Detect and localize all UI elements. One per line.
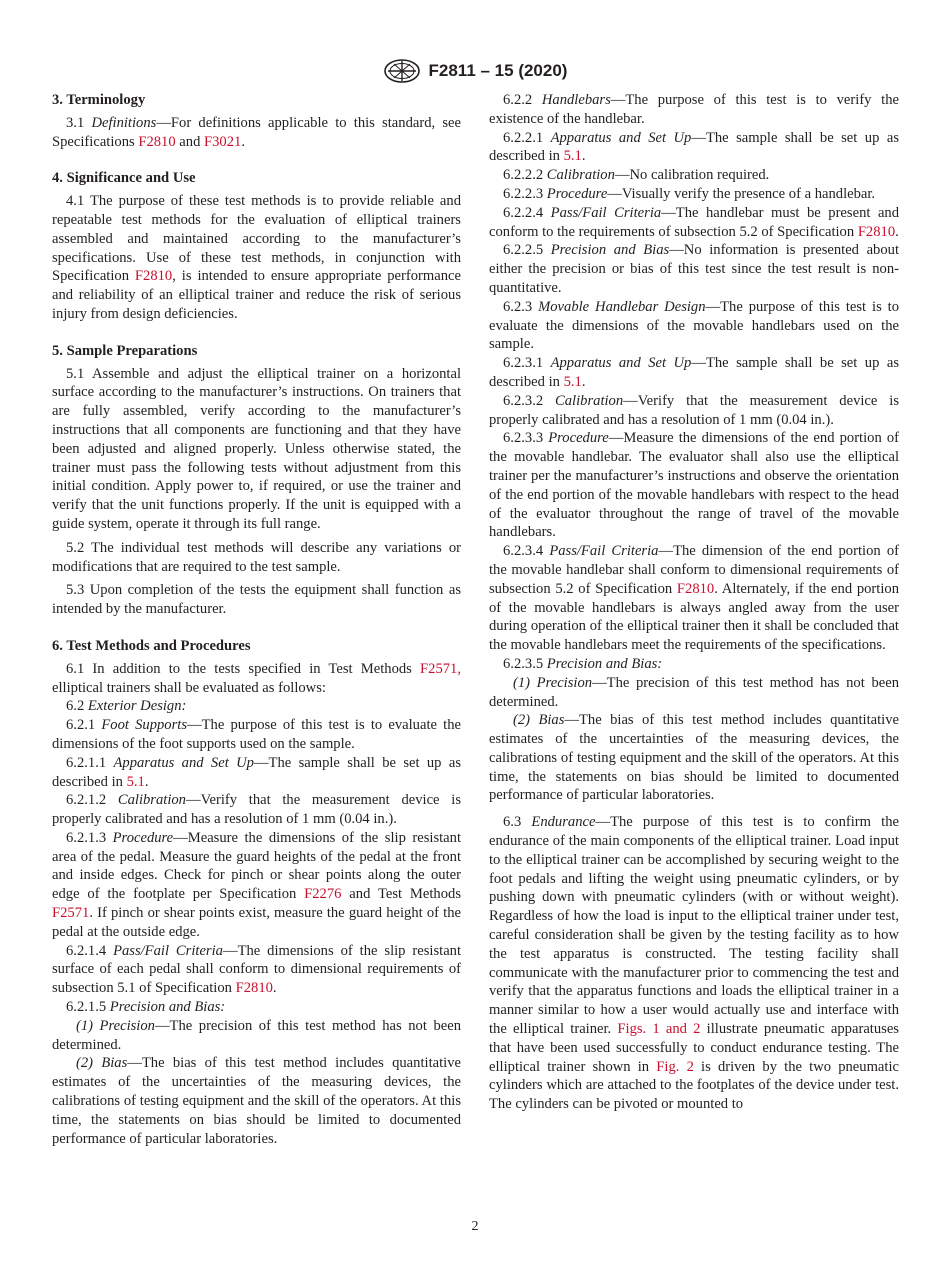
paragraph-6-2-2-2: 6.2.2.2 Calibration—No calibration required.: [503, 167, 770, 184]
section-heading: 6. Test Methods and Procedures: [52, 637, 251, 654]
ref-link[interactable]: F2571,: [420, 660, 461, 677]
paragraph-6-2-2-3: 6.2.2.3 Procedure—Visually verify the presence of a handlebar.: [503, 185, 876, 202]
section-heading: 3. Terminology: [52, 92, 146, 108]
paragraph-6-2-2-1: 6.2.2.1 Apparatus and Set Up—The sample shall be set up as described in 5.1.: [489, 129, 899, 165]
paragraph-6-2-2-4: 6.2.2.4 Pass/Fail Criteria—The handlebar must be present and conform to the requirements of subsection 5.2 of Specification F2810.: [489, 204, 900, 240]
bias-paragraph: (2) Bias—The bias of this test method includes quantitative estimates of the uncertainties of the measuring devices, the calibrations of testing equipment and the skill of the operators. At this time, the statements on bias should be limited to documented performance of particular laboratories.: [489, 712, 899, 804]
right-column: [489, 91, 899, 1114]
ref-link[interactable]: F2571: [52, 905, 90, 922]
paragraph-6-2-1-2: 6.2.1.2 Calibration—Verify that the measurement device is properly calibrated and has a resolution of 1 mm (0.04 in.).: [52, 792, 461, 828]
paragraph-6-2-3: 6.2.3 Movable Handlebar Design—The purpose of this test is to evaluate the dimensions of the movable handlebars used on the sample.: [489, 298, 899, 353]
paragraph-6-2-3-4: 6.2.3.4 Pass/Fail Criteria—The dimension of the end portion of the movable handlebar shall conform to dimensional requirements of subsection 5.2 of Specification F2810. Alternately, if the end portion of the movable handlebars is always angled away from the user during operation of the elliptical trainer then it shall be concluded that the movable handlebars meet the requirements of the specifications.: [489, 543, 899, 654]
paragraph-6-2-1-4: 6.2.1.4 Pass/Fail Criteria—The dimensions of the slip resistant surface of each pedal shall conform to dimensional requirements of subsection 5.1 of Specification F2810.: [52, 942, 462, 997]
ref-link[interactable]: 5.1: [563, 373, 582, 390]
paragraph-3-1: 3.1 Definitions—For definitions applicable to this standard, see Specifications F2810 and F3021.: [52, 114, 461, 150]
paragraph-6-2-3-1: 6.2.3.1 Apparatus and Set Up—The sample shall be set up as described in 5.1.: [489, 355, 899, 390]
ref-link[interactable]: F2810: [235, 980, 273, 997]
paragraph-6-2-3-5: 6.2.3.5 Precision and Bias:: [503, 655, 663, 672]
section-heading: 5. Sample Preparations: [52, 342, 198, 359]
paragraph-6-2-3-3: 6.2.3.3 Procedure—Measure the dimensions of the end portion of the movable handlebar. The evaluator shall also use the elliptical trainer per the manufacturer’s instructions and observe the orientation of the end portion of the movable handlebars with respect to the head of the evaluator throughout the range of travel of the movable handlebars.: [489, 430, 900, 541]
paragraph-6-2-2: 6.2.2 Handlebars—The purpose of this test is to verify the existence of the handlebar.: [489, 92, 899, 127]
page-number: 2: [471, 1219, 479, 1234]
paragraph-6-3: 6.3 Endurance—The purpose of this test is to confirm the endurance of the main components of the elliptical trainer. Load input to the elliptical trainer can be accomplished by securing weight to the foot pedals and lifting the weight using pneumatic cylinders, or by pushing down with pneumatic cylinders (with or without weight). Regardless of how the load is input to the elliptical trainer under test, careful consideration shall be given by the testing facility as to how the test apparatus is constructed. The testing facility shall communicate with the manufacturer prior to commencing the test and verify that the apparatus functions and loads the elliptical trainer in a manner similar to how a user would actually use and interface with the elliptical trainer. Figs. 1 and 2 illustrate pneumatic apparatuses that have been used successfully to conduct endurance testing. The elliptical trainer shown in Fig. 2 is driven by the two pneumatic cylinders which are attached to the footplates of the device under test. The cylinders can be pivoted or mounted to: [489, 814, 899, 1113]
paragraph-6-1: 6.1 In addition to the tests specified in Test Methods F2571, elliptical trainers shall be evaluated as follows:: [52, 660, 461, 696]
ref-link[interactable]: Figs. 1 and 2: [617, 1021, 701, 1038]
paragraph-4-1: 4.1 The purpose of these test methods is to provide reliable and repeatable test methods for the evaluation of elliptical trainers assembled and maintained according to the manufacturer’s specifications. Use of these test methods, in conjunction with Specification F2810, is intended to ensure appropriate performance and reliability of an elliptical trainer and reduce the risk of serious injury from design deficiencies.: [52, 193, 461, 322]
ref-link[interactable]: F3021: [204, 133, 242, 150]
ref-link[interactable]: F2810: [857, 223, 896, 240]
paragraph-5-2: 5.2 The individual test methods will describe any variations or modifications that are required to the test sample.: [52, 539, 461, 575]
precision-paragraph: (1) Precision—The precision of this test method has not been determined.: [52, 1017, 461, 1053]
page-header: [0, 56, 950, 86]
ref-link[interactable]: F2810: [138, 133, 176, 150]
astm-logo-icon: [383, 58, 421, 84]
ref-link[interactable]: 5.1: [126, 773, 145, 790]
left-column: [52, 91, 461, 1148]
ref-link[interactable]: F2810: [134, 268, 173, 285]
paragraph-6-2-3-2: 6.2.3.2 Calibration—Verify that the measurement device is properly calibrated and has a resolution of 1 mm (0.04 in.).: [489, 392, 899, 428]
ref-link[interactable]: 5.1: [563, 148, 582, 165]
paragraph-6-2-1-1: 6.2.1.1 Apparatus and Set Up—The sample shall be set up as described in 5.1.: [52, 754, 461, 790]
paragraph-5-3: 5.3 Upon completion of the tests the equipment shall function as intended by the manufacturer.: [52, 582, 461, 618]
precision-paragraph: (1) Precision—The precision of this test method has not been determined.: [489, 674, 899, 710]
paragraph-6-2-1: 6.2.1 Foot Supports—The purpose of this test is to evaluate the dimensions of the foot supports used on the sample.: [52, 717, 462, 752]
paragraph-6-2: 6.2 Exterior Design:: [66, 698, 187, 715]
paragraph-6-2-2-5: 6.2.2.5 Precision and Bias—No information is presented about either the precision or bias of this test since the test result is non-quantitative.: [489, 242, 900, 296]
bias-paragraph: (2) Bias—The bias of this test method includes quantitative estimates of the uncertainties of the measuring devices, the calibrations of testing equipment and the skill of the operators. At this time, the statements on bias should be limited to documented performance of particular laboratories.: [52, 1055, 461, 1147]
ref-link[interactable]: Fig. 2: [656, 1058, 694, 1075]
ref-link[interactable]: F2276: [304, 886, 342, 903]
paragraph-6-2-1-5: 6.2.1.5 Precision and Bias:: [66, 999, 226, 1016]
section-heading: 4. Significance and Use: [52, 170, 196, 187]
standard-designation: F2811 – 15 (2020): [428, 61, 568, 80]
ref-link[interactable]: F2810: [676, 580, 715, 597]
paragraph-6-2-1-3: 6.2.1.3 Procedure—Measure the dimensions of the slip resistant area of the pedal. Measure the guard heights of the pedal at the front and inside edges. Check for pinch or shear points along the outer edge of the footplate per Specification F2276 and Test Methods F2571. If pinch or shear points exist, measure the guard height of the pedal at the outside edge.: [52, 829, 462, 940]
paragraph-5-1: 5.1 Assemble and adjust the elliptical trainer on a horizontal surface according to the manufacturer’s instructions. On trainers that are fully assembled, verify according to the manufacturer’s instructions that all components are functioning and that they have been adjusted and aligned properly. Unless otherwise stated, the trainer must pass the following tests without adjustment from this initial condition. Apply power to, if required, or use the trainer and verify that the unit functions properly. If the unit is equipped with a guide system, operate it through its full range.: [52, 365, 461, 532]
